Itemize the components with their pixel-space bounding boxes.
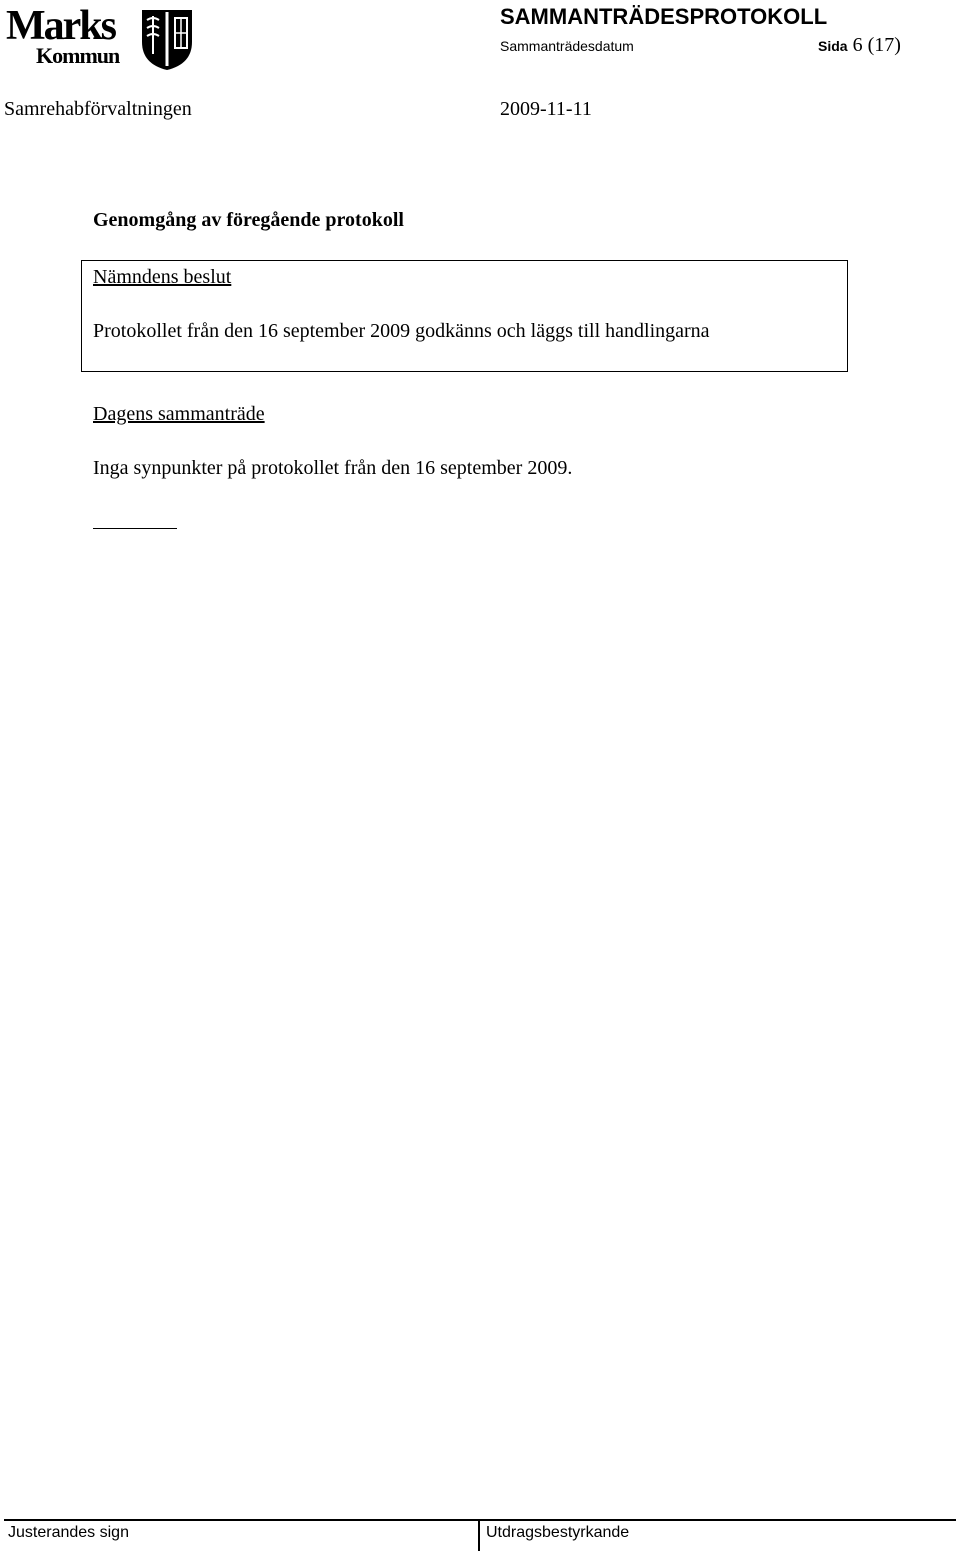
footer-divider bbox=[478, 1519, 480, 1551]
section-title: Genomgång av föregående protokoll bbox=[93, 209, 404, 231]
page-number: 6 bbox=[852, 34, 863, 56]
decision-text: Protokollet från den 16 september 2009 godkänns och läggs till handlingarna bbox=[93, 320, 710, 342]
meeting-text: Inga synpunkter på protokollet från den 16 september 2009. bbox=[93, 457, 573, 479]
page-total: (17) bbox=[867, 34, 901, 56]
page-label: Sida bbox=[818, 38, 848, 54]
department-name: Samrehabförvaltningen bbox=[4, 98, 192, 120]
decision-heading: Nämndens beslut bbox=[93, 266, 232, 288]
section-end-rule bbox=[93, 528, 177, 529]
meeting-date-label: Sammanträdesdatum bbox=[500, 38, 634, 54]
page-indicator bbox=[818, 33, 901, 58]
footer-extract-label: Utdragsbestyrkande bbox=[486, 1524, 630, 1541]
document-title: SAMMANTRÄDESPROTOKOLL bbox=[500, 4, 828, 29]
meeting-heading: Dagens sammanträde bbox=[93, 403, 265, 425]
footer-sign-label: Justerandes sign bbox=[8, 1524, 129, 1541]
logo-text-kommun: Kommun bbox=[36, 43, 120, 68]
footer-rule bbox=[4, 1519, 956, 1521]
municipality-logo bbox=[6, 4, 196, 72]
meeting-date: 2009-11-11 bbox=[500, 98, 592, 120]
logo-text-marks: Marks bbox=[6, 3, 115, 49]
coat-of-arms-icon bbox=[139, 8, 195, 72]
